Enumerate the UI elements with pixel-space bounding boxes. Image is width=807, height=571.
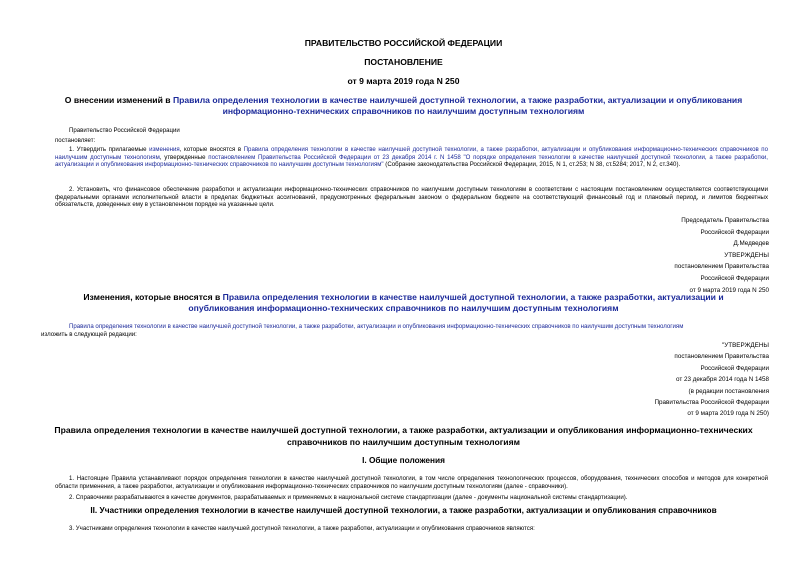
government-heading: ПРАВИТЕЛЬСТВО РОССИЙСКОЙ ФЕДЕРАЦИИ [304,38,503,48]
item-1-text-3: , утвержденные [159,153,209,161]
rules-title-line-1: Правила определения технологии в качестве наилучшей доступной технологии, а также разработки, актуализации и опубликования информационно-технических [54,425,753,435]
rules-paragraph-1: 1. Настоящие Правила устанавливают порядок определения технологии в качестве наилучшей доступной технологии, в том числе определения технологических процессов, оборудования, технических способов и методов для конкретной области применения, а также разработки, актуализации и опубликования информационно-технических справочников по наилучшим доступным технологиям (далее - справочники). [55,475,768,490]
intro-line-2: постановляет: [55,137,96,144]
approved-line-2: постановлением Правительства [674,263,769,271]
decree-1458-link[interactable]: постановлением Правительства Российской Федерации от 23 декабря 2014 г. N 1458 "О порядке определения технологии в качестве наилучшей доступной технологии, а также разработки, актуализации и опубликования информационно-технических справочников по наилучшим доступным технологиям" [55,153,768,169]
document-title-line-1 [0,95,807,105]
section-1-heading: I. Общие положения [362,455,445,465]
approved2-line-4: от 23 декабря 2014 года N 1458 [675,376,769,384]
document-type-heading: ПОСТАНОВЛЕНИЕ [364,57,443,67]
approved2-line-5: (в редакции постановления [688,387,769,395]
signature-block [509,215,769,296]
approved2-line-6: Правительства Российской Федерации [654,399,769,407]
document-title-prefix: О внесении изменений в [64,95,173,105]
document-title-line-2 [0,106,807,116]
changes-title-line-2 [0,303,807,313]
approved-line-1: УТВЕРЖДЕНЫ [724,251,769,259]
changes-rules-link[interactable]: Правила определения технологии в качестве наилучшей доступной технологии, а также разработки, актуализации и [222,292,724,302]
approved2-line-7: от 9 марта 2019 года N 250) [687,410,769,418]
rules-paragraph-2: 2. Справочники разрабатываются в качестве документов, разрабатываемых и применяемых в национальной системе стандартизации (далее - документы национальной системы стандартизации). [69,494,628,501]
approved-line-3: Российской Федерации [700,274,769,282]
signature-line-2: Российской Федерации [700,228,769,236]
changes-link[interactable]: изменения [149,146,180,153]
intro-line-1: Правительство Российской Федерации [69,127,180,134]
section-2-heading: II. Участники определения технологии в качестве наилучшей доступной технологии, а также разработки, актуализации и опубликования справочников [90,505,717,515]
approved2-line-1: "УТВЕРЖДЕНЫ [721,342,769,349]
changes-rules-link-continued[interactable]: опубликования информационно-технических справочников по наилучшим доступным технологиям [188,303,619,313]
rules-paragraph-3: 3. Участниками определения технологии в качестве наилучшей доступной технологии, а также разработки, актуализации и опубликования справочников являются: [69,525,535,532]
changes-title-prefix: Изменения, которые вносятся в [83,292,223,302]
rules-title-line-2: справочников по наилучшим доступным технологиям [287,436,520,447]
approved2-line-2: постановлением Правительства [674,353,769,361]
rules-link[interactable]: Правила определения технологии в качестве наилучшей доступной технологии, а также разработки, актуализации и опубликования информационно-технических справочников по наилучшим доступным технологиям [55,146,768,161]
changes-body-text: изложить в следующей редакции: [41,330,137,338]
item-1-paragraph [55,146,768,169]
rules-title [0,425,807,448]
intro-block [55,126,768,146]
item-1-text: 1. Утвердить прилагаемые [69,146,150,153]
item-1-text-2: , которые вносятся в [179,146,244,153]
signature-line-3: Д.Медведев [733,240,769,248]
rules-title-link-continued[interactable]: информационно-технических справочников по наилучшим доступным технологиям [222,106,585,116]
rules-title-link[interactable]: Правила определения технологии в качестве наилучшей доступной технологии, а также разработки, актуализации и опубликования [172,95,743,105]
item-2-paragraph: 2. Установить, что финансовое обеспечение разработки и актуализации информационно-технических справочников по наилучшим доступным технологиям в соответствии с настоящим постановлением осуществляется соответствующими федеральными органами исполнительной власти в пределах бюджетных ассигнований, предусмотренных федеральным законом о федеральном бюджете на соответствующий финансовый год и плановый период, и лимитов бюджетных обязательств, доведенных ему в установленном порядке на указанные цели. [55,186,768,209]
approved-block-2 [509,340,769,420]
changes-body-link[interactable]: Правила определения технологии в качестве наилучшей доступной технологии, а также разработки, актуализации и опубликования информационно-технических справочников по наилучшим доступным технологиям [69,323,684,330]
approved2-line-3: Российской Федерации [700,364,769,372]
changes-title-line-1 [0,292,807,302]
signature-line-1: Председатель Правительства [681,217,769,224]
item-1-text-4: (Собрание законодательства Российской Федерации, 2015, N 1, ст.253; N 38, ст.5284; 2017, N 2, ст.340). [383,161,681,169]
approved-line-4: от 9 марта 2019 года N 250 [689,286,769,294]
document-date-number: от 9 марта 2019 года N 250 [347,76,460,86]
changes-body [41,323,768,338]
